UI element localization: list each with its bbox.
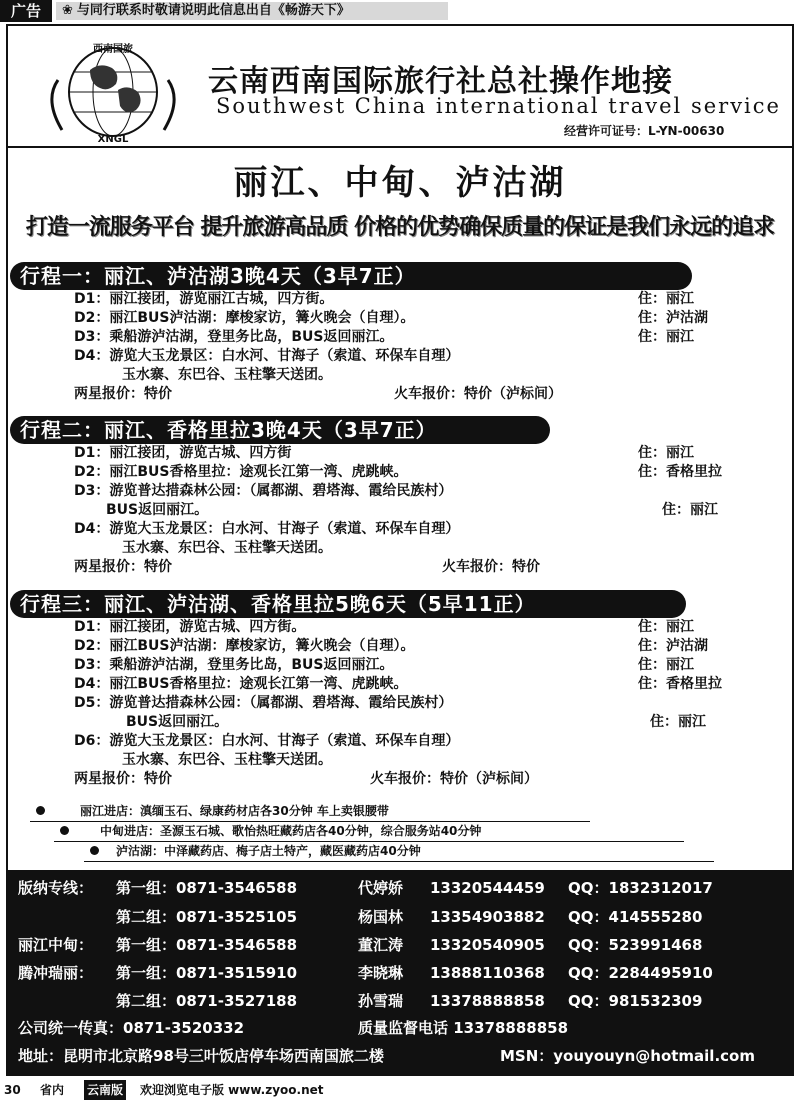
day-row: D6：游览大玉龙景区：白水河、甘海子（索道、环保车自理） [74,733,460,749]
bullet-icon [36,806,45,815]
day-continuation: BUS返回丽江。 住：丽江 [126,714,706,730]
day-row: D1：丽江接团，游览古城、四方街 住：丽江 [74,445,694,461]
source-notice [56,2,448,20]
day-continuation: BUS返回丽江。 住：丽江 [106,502,718,518]
day-row: D1：丽江接团，游览丽江古城，四方街。 住：丽江 [74,291,694,307]
day-row: D4：丽江BUS香格里拉：途观长江第一湾、虎跳峡。 住：香格里拉 [74,676,722,692]
day-row: D3：乘船游泸沽湖，登里务比岛，BUS返回丽江。 住：丽江 [74,657,694,673]
note-item: 泸沽湖：中泽藏药店、梅子店土特产，藏医藏药店40分钟 [30,842,730,862]
itinerary-title: 行程二：丽江、香格里拉3晚4天（3早7正） [10,416,550,444]
day-continuation: 玉水寨、东巴谷、玉柱擎天送团。 [122,540,332,556]
day-row: D5：游览普达措森林公园：（属都湖、碧塔海、霞给民族村） [74,695,453,711]
globe-logo-icon [38,40,188,144]
itinerary-title: 行程三：丽江、泸沽湖、香格里拉5晚6天（5早11正） [10,590,686,618]
day-row: D3：乘船游泸沽湖，登里务比岛，BUS返回丽江。 住：丽江 [74,329,694,345]
edition-brand: 云南版 [84,1080,126,1100]
address: 地址：昆明市北京路98号三叶饭店停车场西南国旅二楼 [18,1047,384,1065]
price-row: 两星报价：特价 火车报价：特价 [74,559,540,575]
slogan: 打造一流服务平台 提升旅游高品质 价格的优势确保质量的保证是我们永远的追求 [25,215,775,240]
day-row: D2：丽江BUS泸沽湖：摩梭家访，篝火晚会（自理）。 住：泸沽湖 [74,310,708,326]
itinerary-1 [10,262,708,404]
price-row: 两星报价：特价 火车报价：特价（泸标间） [74,771,538,787]
contact-row: 腾冲瑞丽： 第一组：0871-3515910 李晓琳 13888110368 QQ：2284495910 [18,964,713,982]
contact-row: 第二组：0871-3527188 孙雪瑞 13378888858 QQ：981532309 [116,992,703,1010]
address-row [8,1044,792,1068]
page-footer [0,1080,800,1100]
note-item: 中甸进店：圣源玉石城、歌怡热旺藏药店各40分钟，综合服务站40分钟 [30,822,730,842]
section-label: 省内 [40,1083,65,1097]
day-continuation: 玉水寨、东巴谷、玉柱擎天送团。 [122,752,332,768]
note-item: 丽江进店：滇缅玉石、绿康药材店各30分钟 车上卖银腰带 [30,802,730,822]
quality-hotline: 质量监督电话 13378888858 [358,1019,569,1037]
note-underline [84,861,714,862]
page-number: 30 [4,1083,21,1097]
itinerary-2 [10,416,722,577]
logo-sub: XNGL [97,134,129,144]
agency-title-cn: 云南西南国际旅行社总社操作地接 [208,64,673,99]
contact-row: 丽江中甸： 第一组：0871-3546588 董汇涛 13320540905 QQ：523991468 [18,936,703,954]
day-row: D2：丽江BUS香格里拉：途观长江第一湾、虎跳峡。 住：香格里拉 [74,464,722,480]
day-row: D4：游览大玉龙景区：白水河、甘海子（索道、环保车自理） [74,348,460,364]
shopping-notes [30,802,730,862]
agency-title-en: Southwest China international travel service [216,94,781,118]
flower-icon: ❀ [62,3,73,18]
itinerary-3 [10,590,722,789]
day-row: D3：游览普达措森林公园：（属都湖、碧塔海、霞给民族村） [74,483,453,499]
ad-tag: 广告 [0,0,52,22]
day-row: D2：丽江BUS泸沽湖：摩梭家访，篝火晚会（自理）。 住：泸沽湖 [74,638,708,654]
logo-text: 西南国旅 [93,44,133,55]
notice-text: 与同行联系时敬请说明此信息出自《畅游天下》 [76,3,350,18]
bullet-icon [60,826,69,835]
day-row: D1：丽江接团，游览古城、四方街。 住：丽江 [74,619,694,635]
contact-row: 版纳专线： 第一组：0871-3546588 代婷娇 13320544459 QQ：1832312017 [18,879,713,897]
route-title: 丽江、中甸、泸沽湖 [233,163,567,203]
price-row: 两星报价：特价 火车报价：特价（泸标间） [74,386,562,402]
website: 欢迎浏览电子版 www.zyoo.net [140,1083,324,1097]
bullet-icon [90,846,99,855]
top-strip [0,0,800,22]
agency-header [8,26,792,148]
license-number: 经营许可证号：L-YN-00630 [564,124,725,138]
fax-number: 公司统一传真：0871-3520332 [18,1019,245,1037]
fax-row [8,1016,792,1040]
day-continuation: 玉水寨、东巴谷、玉柱擎天送团。 [122,367,332,383]
itinerary-title: 行程一：丽江、泸沽湖3晚4天（3早7正） [10,262,692,290]
contact-block [8,870,792,1074]
contact-row: 第二组：0871-3525105 杨国林 13354903882 QQ：414555280 [116,908,703,926]
day-row: D4：游览大玉龙景区：白水河、甘海子（索道、环保车自理） [74,521,460,537]
msn-contact: MSN：youyouyn@hotmail.com [500,1047,755,1065]
